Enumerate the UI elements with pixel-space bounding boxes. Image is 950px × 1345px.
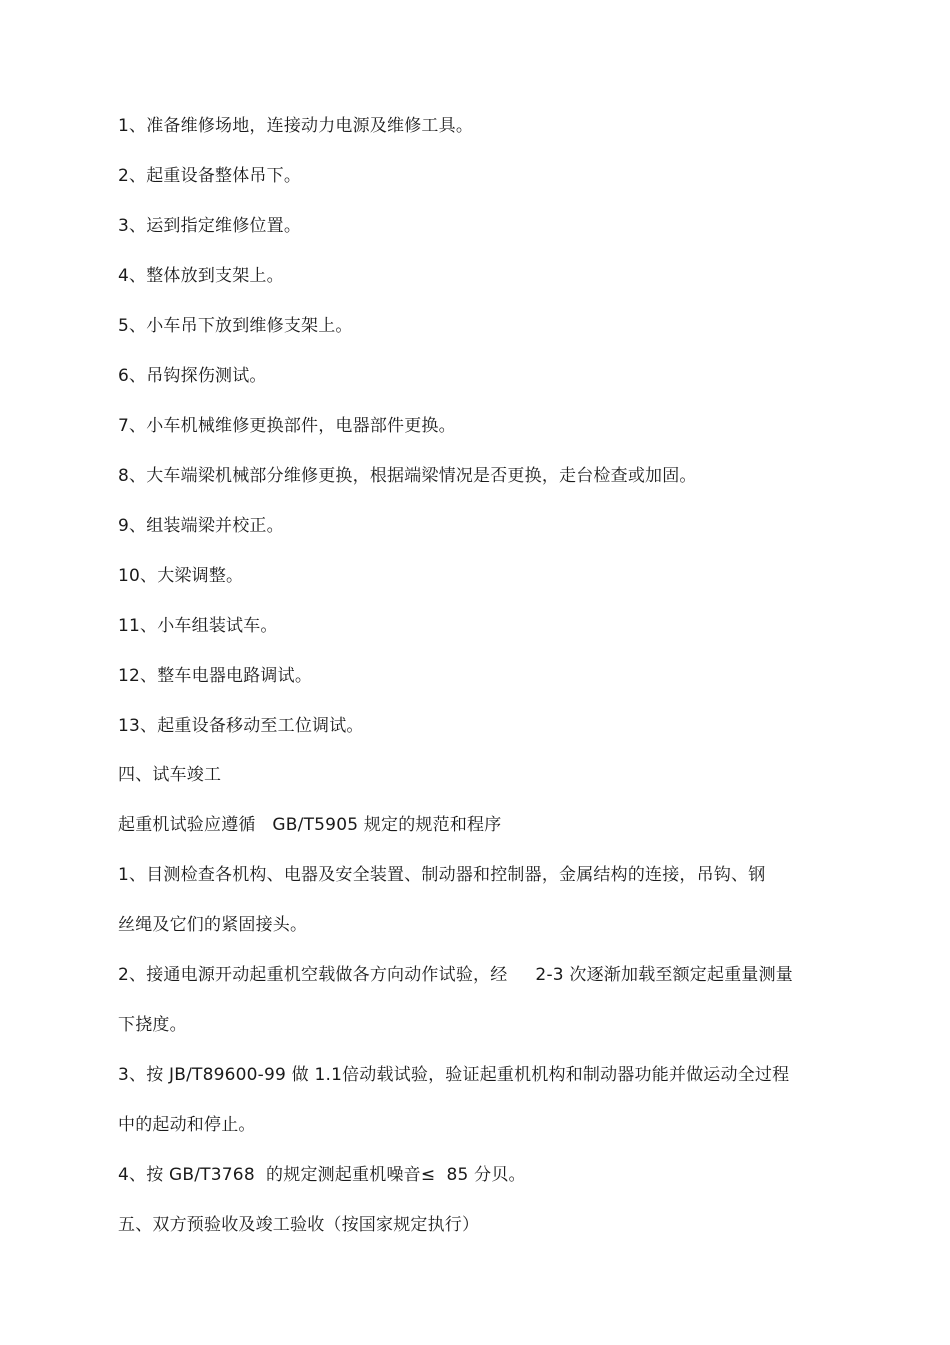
section-heading-5: 五、双方预验收及竣工验收（按国家规定执行）: [118, 1215, 480, 1235]
text-line-14: 起重机试验应遵循 GB/T5905 规定的规范和程序: [118, 815, 502, 835]
text-line-20: 中的起动和停止。: [118, 1115, 256, 1135]
text-line-12: 12、整车电器电路调试。: [118, 666, 313, 686]
text-line-17: 2、接通电源开动起重机空载做各方向动作试验，经 2-3 次逐渐加载至额定起重量测量: [118, 965, 794, 985]
text-line-16: 丝绳及它们的紧固接头。: [118, 915, 308, 935]
text-line-21: 4、按 GB/T3768 的规定测起重机噪音≤ 85 分贝。: [118, 1165, 526, 1185]
text-line-11: 11、小车组装试车。: [118, 616, 278, 636]
text-line-4: 4、整体放到支架上。: [118, 266, 284, 286]
text-line-7: 7、小车机械维修更换部件，电器部件更换。: [118, 416, 456, 436]
text-line-5: 5、小车吊下放到维修支架上。: [118, 316, 353, 336]
text-line-6: 6、吊钩探伤测试。: [118, 366, 267, 386]
text-line-3: 3、运到指定维修位置。: [118, 216, 302, 236]
text-line-2: 2、起重设备整体吊下。: [118, 166, 302, 186]
text-line-1: 1、准备维修场地，连接动力电源及维修工具。: [118, 116, 474, 136]
text-line-8: 8、大车端梁机械部分维修更换，根据端梁情况是否更换，走台检查或加固。: [118, 466, 697, 486]
text-line-15: 1、目测检查各机构、电器及安全装置、制动器和控制器，金属结构的连接，吊钩、钢: [118, 865, 766, 885]
text-line-10: 10、大梁调整。: [118, 566, 244, 586]
text-line-18: 下挠度。: [118, 1015, 187, 1035]
section-heading-4: 四、试车竣工: [118, 765, 222, 785]
text-line-9: 9、组装端梁并校正。: [118, 516, 284, 536]
text-line-13: 13、起重设备移动至工位调试。: [118, 716, 364, 736]
text-line-19: 3、按 JB/T89600-99 做 1.1倍动载试验，验证起重机机构和制动器功能并做运动全过程: [118, 1065, 790, 1085]
